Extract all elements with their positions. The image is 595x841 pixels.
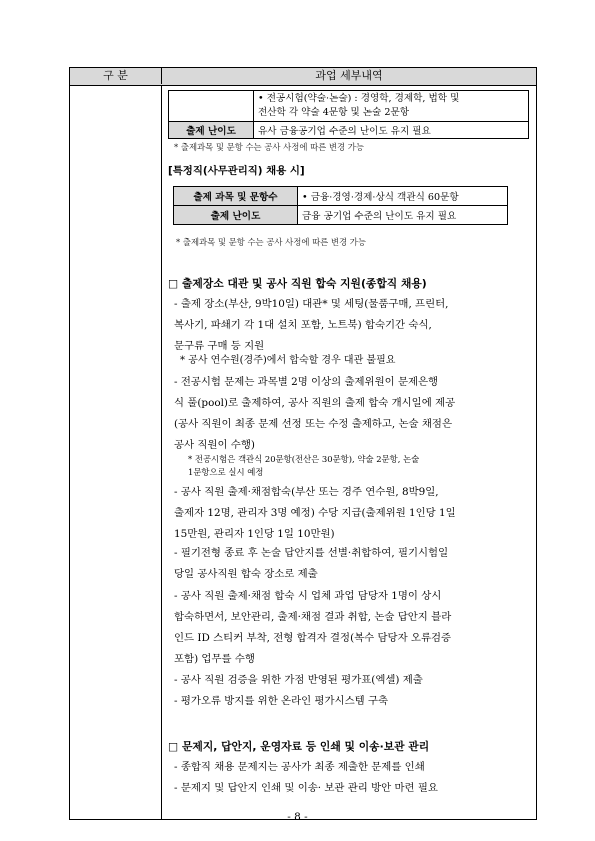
item-online-system: - 평가오류 방지를 위한 온라인 평가시스템 구축	[174, 695, 389, 707]
note-venue: * 공사 연수원(경주)에서 합숙할 경우 대관 불필요	[180, 355, 396, 366]
content-table	[69, 67, 537, 820]
item-venue-rental: - 출제 장소(부산, 9박10일) 대관* 및 세팅(물품구매, 프린터, 복사기, 파쇄기 각 1대 설치 포함, 노트북) 합숙기간 숙식, 문구류 구매 등 지원	[174, 298, 449, 352]
table1-label-empty	[169, 91, 254, 122]
specific-role-title: [특정직(사무관리직) 채용 시]	[168, 165, 305, 177]
table2-subjects-value: • 금융·경영·경제·상식 객관식 60문항	[298, 187, 508, 206]
note-2: * 출제과목 및 문항 수는 공사 사정에 따른 변경 가능	[176, 237, 366, 247]
table1-difficulty-label: 출제 난이도	[169, 122, 254, 139]
item-staff-lodging: - 공사 직원 출제·채점합숙(부산 또는 경주 연수원, 8박9일, 출제자 12명, 관리자 3명 예정) 수당 지급(출제위원 1인당 1일 15만원, 관리자 1인당 1일 10만원)	[174, 486, 456, 540]
table2-difficulty-label: 출제 난이도	[174, 206, 298, 225]
table2-difficulty-value: 금융 공기업 수준의 난이도 유지 필요	[298, 206, 508, 225]
item-print-transport: - 문제지 및 답안지 인쇄 및 이송· 보관 관리 방안 마련 필요	[174, 782, 438, 794]
exam-table-2	[173, 186, 508, 225]
note-1: * 출제과목 및 문항 수는 공사 사정에 따른 변경 가능	[174, 142, 364, 152]
table1-subjects: • 전공시험(약술·논술) : 경영학, 경제학, 법학 및 전산학 각 약술 4문항 및 논술 2문항	[254, 91, 529, 122]
exam-table-1	[168, 90, 529, 139]
page-number: - 8 -	[287, 811, 308, 823]
item-print-problems: - 종합직 채용 문제지는 공사가 최종 제출한 문제를 인쇄	[174, 761, 425, 773]
section-heading-venue: □ 출제장소 대관 및 공사 직원 합숙 지원(종합직 채용)	[168, 277, 427, 290]
item-exam-pool: - 전공시험 문제는 과목별 2명 이상의 출제위원이 문제은행 식 풀(pool)로 출제하여, 공사 직원의 출제 합숙 개시일에 제공 (공사 직원이 최종 문제 선정 또는 수정 출제하고, 논술 채점은 공사 직원이 수행)	[174, 376, 456, 451]
table1-difficulty-value: 유사 금융공기업 수준의 난이도 유지 필요	[254, 122, 529, 139]
note-exam-format: * 전공시험은 객관식 20문항(전산은 30문항), 약술 2문항, 논술 1문항으로 실시 예정	[188, 454, 420, 477]
table2-subjects-label: 출제 과목 및 문항수	[174, 187, 298, 206]
header-category: 구 분	[70, 68, 162, 84]
header-details: 과업 세부내역	[315, 69, 383, 82]
item-evaluation-sheet: - 공사 직원 검증을 위한 가점 반영된 평가표(엑셀) 제출	[174, 674, 423, 686]
item-essay-submission: - 필기전형 종료 후 논술 답안지를 선별·취합하여, 필기시험일 당일 공사직원 합숙 장소로 제출	[174, 547, 449, 580]
section-heading-printing: □ 문제지, 답안지, 운영자료 등 인쇄 및 이송·보관 관리	[168, 740, 430, 753]
table-header	[70, 68, 536, 86]
column-divider	[161, 86, 162, 819]
item-onsite-manager: - 공사 직원 출제·채점 합숙 시 업체 과업 담당자 1명이 상시 합숙하면서, 보안관리, 출제·채점 결과 취합, 논술 답안지 블라 인드 ID 스티커 부착, 전형 합격자 결정(복수 담당자 오류검증 포함) 업무를 수행	[174, 590, 452, 665]
